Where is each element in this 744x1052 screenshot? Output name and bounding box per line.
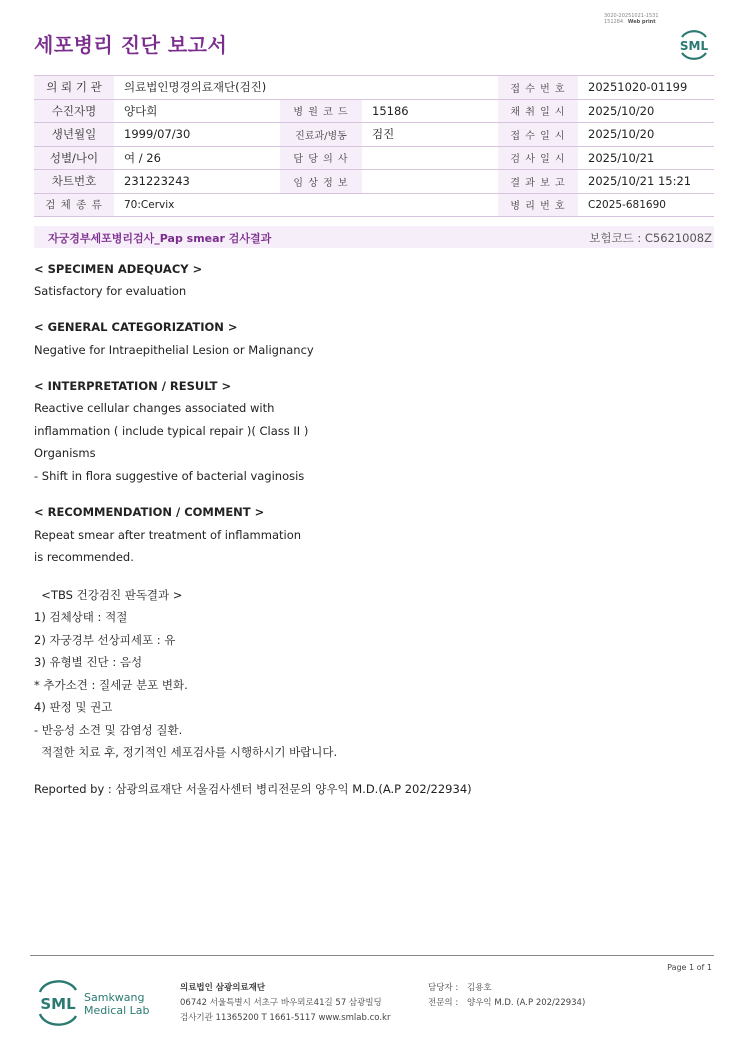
result-line: Satisfactory for evaluation [34, 284, 187, 298]
footer-contact: 검사기관 11365200 T 1661-5117 www.smlab.co.kr [180, 1013, 391, 1023]
footer-staff-label: 담당자 : [428, 983, 459, 993]
tbs-line: * 추가소견 : 질세균 분포 변화. [34, 678, 188, 692]
samkwang-logo [36, 980, 156, 1026]
sex-age-label: 성별/나이 [34, 146, 114, 170]
receipt-date-label: 접 수 일 시 [498, 123, 578, 147]
birthdate-label: 생년월일 [34, 123, 114, 147]
section-heading: < INTERPRETATION / RESULT > [34, 379, 232, 393]
insurance-code: 보험코드 : C5621008Z [589, 231, 712, 245]
result-line: is recommended. [34, 550, 134, 564]
page-number: Page 1 of 1 [667, 963, 712, 972]
specimen-type-value: 70:Cervix [114, 193, 498, 217]
table-row [34, 76, 714, 100]
web-print-label: Web print [627, 19, 656, 25]
report-date-label: 결 과 보 고 [498, 170, 578, 194]
sex-age-value: 여 / 26 [114, 146, 280, 170]
chart-no-label: 차트번호 [34, 170, 114, 194]
receipt-no-label: 접 수 번 호 [498, 76, 578, 100]
print-meta-code: 151284 [604, 19, 624, 25]
samkwang-logo-sub1: Samkwang [84, 991, 145, 1004]
footer-divider [30, 955, 714, 956]
result-line: Negative for Intraepithelial Lesion or Malignancy [34, 343, 314, 357]
table-row [34, 99, 714, 123]
footer-staff: 김용호 [467, 983, 492, 993]
result-line: Reactive cellular changes associated with [34, 401, 275, 415]
test-date-label: 검 사 일 시 [498, 146, 578, 170]
department-label: 진료과/병동 [280, 123, 362, 147]
hospital-code-value: 15186 [362, 99, 498, 123]
collection-date-label: 채 취 일 시 [498, 99, 578, 123]
receipt-date-value: 2025/10/20 [578, 123, 714, 147]
table-row [34, 193, 714, 217]
tbs-line: 2) 자궁경부 선상피세포 : 유 [34, 633, 176, 647]
test-date-value: 2025/10/21 [578, 146, 714, 170]
physician-label: 담 당 의 사 [280, 146, 362, 170]
tbs-line: 1) 검체상태 : 적절 [34, 610, 128, 624]
footer-org: 의료법인 삼광의료재단 [180, 983, 266, 993]
result-line: - Shift in flora suggestive of bacterial vaginosis [34, 469, 305, 483]
clinical-info-value [362, 170, 498, 194]
hospital-code-label: 병 원 코 드 [280, 99, 362, 123]
patient-name-label: 수진자명 [34, 99, 114, 123]
samkwang-logo-sub2: Medical Lab [84, 1004, 150, 1017]
table-row [34, 170, 714, 194]
footer-address: 06742 서울특별시 서초구 바우뫼로41길 57 삼광빌딩 [180, 998, 382, 1008]
birthdate-value: 1999/07/30 [114, 123, 280, 147]
specimen-type-label: 검 체 종 류 [34, 193, 114, 217]
physician-value [362, 146, 498, 170]
result-line: Repeat smear after treatment of inflammation [34, 528, 302, 542]
section-heading: < SPECIMEN ADEQUACY > [34, 262, 203, 276]
footer-doctor-label: 전문의 : [428, 998, 459, 1008]
report-date-value: 2025/10/21 15:21 [578, 170, 714, 194]
pathology-no-label: 병 리 번 호 [498, 193, 578, 217]
tbs-heading: <TBS 건강검진 판독결과 > [34, 588, 183, 602]
result-line: Organisms [34, 446, 96, 460]
test-name: 자궁경부세포병리검사_Pap smear 검사결과 [48, 232, 272, 245]
collection-date-value: 2025/10/20 [578, 99, 714, 123]
report-title: 세포병리 진단 보고서 [34, 33, 228, 57]
institution-label: 의 뢰 기 관 [34, 76, 114, 100]
print-meta-line1: 3020-20251021-1531 [604, 13, 659, 19]
institution-value: 의료법인명경의료재단(검진) [114, 76, 498, 100]
chart-no-value: 231223243 [114, 170, 280, 194]
receipt-no-value: 20251020-01199 [578, 76, 714, 100]
patient-name-value: 양다희 [114, 99, 280, 123]
tbs-line: 적절한 치료 후, 정기적인 세포검사를 시행하시기 바랍니다. [34, 745, 338, 759]
patient-info-table [34, 75, 714, 217]
sml-logo-text: SML [679, 39, 709, 53]
print-meta [604, 13, 659, 25]
clinical-info-label: 임 상 정 보 [280, 170, 362, 194]
tbs-line: 4) 판정 및 권고 [34, 700, 113, 714]
reported-by: Reported by : 삼광의료재단 서울검사센터 병리전문의 양우익 M.D.(A.P 202/22934) [34, 782, 472, 796]
tbs-line: 3) 유형별 진단 : 음성 [34, 655, 143, 669]
table-row [34, 123, 714, 147]
department-value: 검진 [362, 123, 498, 147]
pathology-no-value: C2025-681690 [578, 193, 714, 217]
samkwang-logo-main: SML [40, 995, 76, 1013]
tbs-line: - 반응성 소견 및 감염성 질환. [34, 723, 183, 737]
footer-doctor: 양우익 M.D. (A.P 202/22934) [467, 998, 586, 1008]
result-line: inflammation ( include typical repair )( Class II ) [34, 424, 309, 438]
sml-logo [676, 28, 712, 62]
section-heading: < RECOMMENDATION / COMMENT > [34, 505, 265, 519]
section-heading: < GENERAL CATEGORIZATION > [34, 320, 238, 334]
table-row [34, 146, 714, 170]
